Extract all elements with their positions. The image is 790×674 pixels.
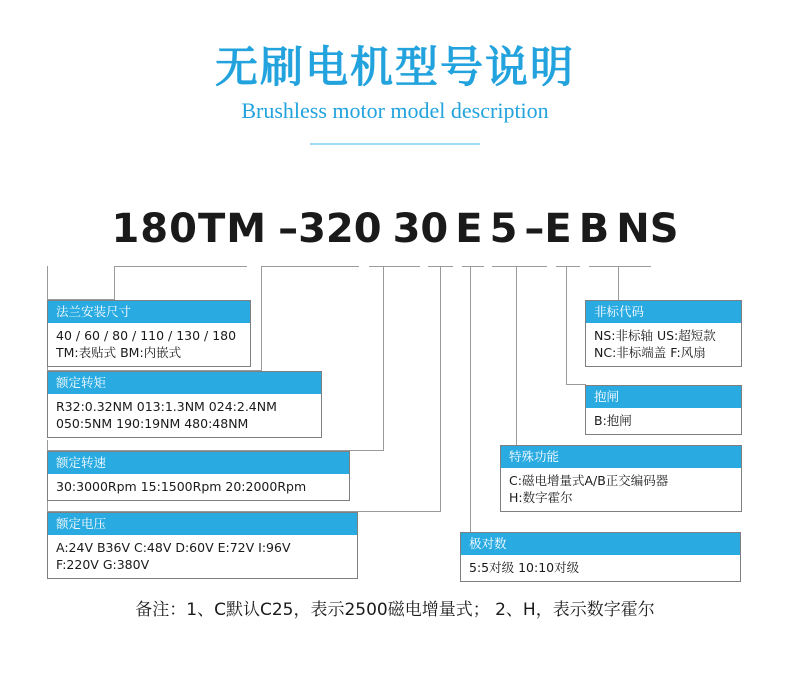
callout-flange-line-1: 40 / 60 / 80 / 110 / 130 / 180 xyxy=(56,328,237,343)
callout-speed-line-1: 30:3000Rpm 15:1500Rpm 20:2000Rpm xyxy=(56,479,307,494)
callout-poles-body xyxy=(461,555,740,581)
callout-flange-title: 法兰安装尺寸 xyxy=(48,301,250,323)
leader-speed-vert xyxy=(383,266,384,451)
callout-special-body xyxy=(501,468,741,511)
underline-nonstandard xyxy=(589,266,651,267)
callout-torque-line-1: R32:0.32NM 013:1.3NM 024:2.4NM xyxy=(56,399,277,414)
leader-voltage-vert xyxy=(440,266,441,512)
model-code-row xyxy=(0,206,790,252)
leader-special-vert xyxy=(516,266,517,445)
callout-nonstandard-line-2: NC:非标端盖 F:风扇 xyxy=(594,345,706,360)
callout-flange-body xyxy=(48,323,250,366)
leader-flange-drop xyxy=(47,266,48,300)
code-segment-poles: 5 xyxy=(489,206,518,252)
callout-torque xyxy=(47,371,322,438)
callout-torque-title: 额定转矩 xyxy=(48,372,321,394)
callout-torque-body xyxy=(48,394,321,437)
underline-torque xyxy=(261,266,359,267)
callout-flange xyxy=(47,300,251,367)
callout-flange-line-2: TM:表贴式 BM:内嵌式 xyxy=(56,345,182,360)
callout-nonstandard xyxy=(585,300,742,367)
callout-speed xyxy=(47,451,350,501)
callout-voltage-title: 额定电压 xyxy=(48,513,357,535)
code-segment-special: –E xyxy=(524,206,572,252)
leader-speed-drop xyxy=(47,440,48,451)
leader-torque-vert xyxy=(261,266,262,371)
code-segment-flange: 180TM xyxy=(111,206,268,252)
callout-speed-body xyxy=(48,474,349,500)
callout-brake xyxy=(585,385,742,435)
leader-voltage-drop xyxy=(47,501,48,512)
code-segment-speed: 30 xyxy=(392,206,449,252)
callout-nonstandard-body xyxy=(586,323,741,366)
callout-special-line-1: C:磁电增量式A/B正交编码器 xyxy=(509,473,669,488)
code-segment-voltage: E xyxy=(455,206,483,252)
code-segment-nonstandard: NS xyxy=(616,206,679,252)
callout-brake-line-1: B:抱闸 xyxy=(594,413,632,428)
callout-brake-body xyxy=(586,408,741,434)
page-title-en: Brushless motor model description xyxy=(241,98,549,123)
callout-speed-title: 额定转速 xyxy=(48,452,349,474)
callout-voltage-line-1: A:24V B36V C:48V D:60V E:72V I:96V xyxy=(56,540,291,555)
footnote: 备注：1、C默认C25，表示2500磁电增量式； 2、H，表示数字霍尔 xyxy=(135,600,655,620)
callout-voltage-line-2: F:220V G:380V xyxy=(56,557,150,572)
callout-special xyxy=(500,445,742,512)
callout-torque-line-2: 050:5NM 190:19NM 480:48NM xyxy=(56,416,249,431)
code-segment-torque: –320 xyxy=(278,206,382,252)
underline-flange xyxy=(114,266,247,267)
callout-voltage xyxy=(47,512,358,579)
underline-special xyxy=(492,266,547,267)
leader-brake-vert xyxy=(566,266,567,385)
callout-poles-line-1: 5:5对级 10:10对级 xyxy=(469,560,580,575)
page-title-cn: 无刷电机型号说明 xyxy=(215,43,575,93)
callout-brake-title: 抱闸 xyxy=(586,386,741,408)
leader-nonstd-vert xyxy=(618,266,619,300)
callout-nonstandard-line-1: NS:非标轴 US:超短款 xyxy=(594,328,716,343)
leader-flange-vert xyxy=(114,266,115,300)
underline-speed xyxy=(369,266,420,267)
title-divider xyxy=(310,143,480,145)
underline-brake xyxy=(556,266,580,267)
callout-poles-title: 极对数 xyxy=(461,533,740,555)
callout-special-line-2: H:数字霍尔 xyxy=(509,490,573,505)
underline-poles xyxy=(462,266,484,267)
leader-poles-vert xyxy=(470,266,471,532)
callout-poles xyxy=(460,532,741,582)
callout-nonstandard-title: 非标代码 xyxy=(586,301,741,323)
callout-voltage-body xyxy=(48,535,357,578)
leader-brake-horz xyxy=(566,384,586,385)
callout-special-title: 特殊功能 xyxy=(501,446,741,468)
code-segment-brake: B xyxy=(578,206,610,252)
